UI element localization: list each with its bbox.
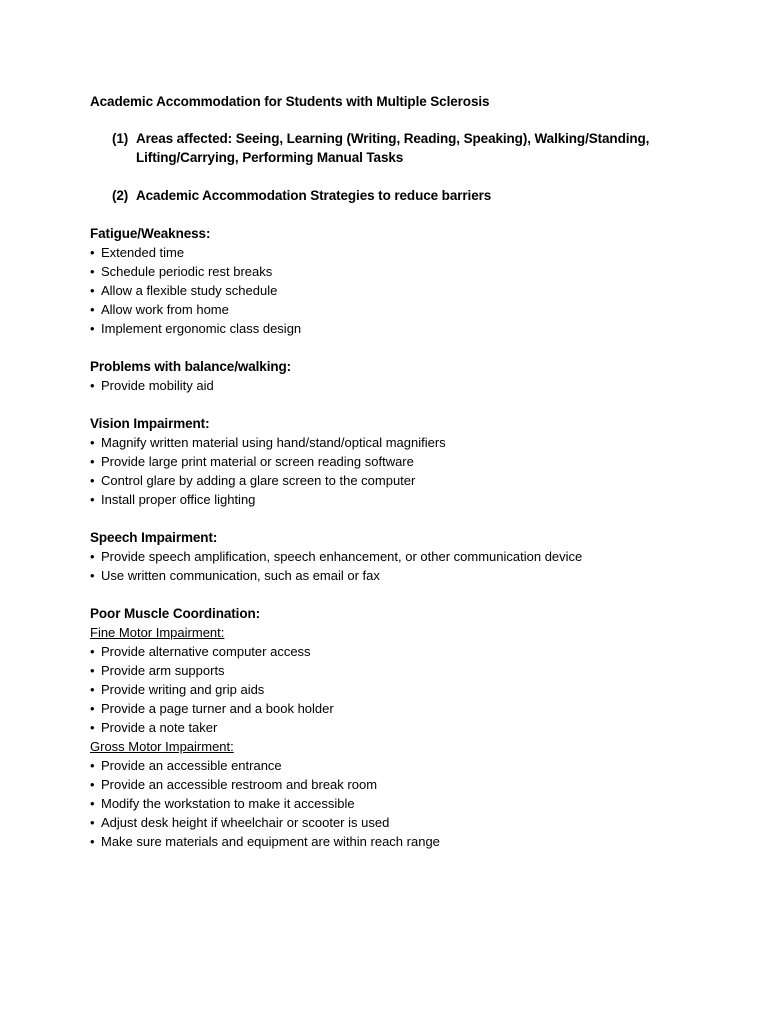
bullet-icon: • <box>90 283 95 298</box>
numbered-item <box>112 186 690 205</box>
list-item <box>90 680 690 699</box>
list-item <box>90 547 690 566</box>
section-heading: Problems with balance/walking: <box>90 359 292 374</box>
section-fatigue <box>90 224 690 338</box>
list-item <box>90 699 690 718</box>
list-item-text: Provide mobility aid <box>101 378 214 393</box>
bullet-icon: • <box>90 264 95 279</box>
numbered-list <box>90 129 690 205</box>
section-muscle <box>90 604 690 851</box>
bullet-icon: • <box>90 644 95 659</box>
list-item <box>90 300 690 319</box>
bullet-icon: • <box>90 492 95 507</box>
list-item <box>90 832 690 851</box>
list-item-text: Provide speech amplification, speech enhancement, or other communication device <box>101 549 583 564</box>
subheading-fine-motor: Fine Motor Impairment: <box>90 625 225 640</box>
bullet-icon: • <box>90 758 95 773</box>
subheading-gross-motor: Gross Motor Impairment: <box>90 739 234 754</box>
bullet-icon: • <box>90 473 95 488</box>
list-item-text: Implement ergonomic class design <box>101 321 302 336</box>
list-item-text: Magnify written material using hand/stand/optical magnifiers <box>101 435 446 450</box>
list-item-text: Provide a page turner and a book holder <box>101 701 334 716</box>
list-item <box>90 262 690 281</box>
section-heading: Vision Impairment: <box>90 416 210 431</box>
bullet-icon: • <box>90 720 95 735</box>
document-page <box>90 92 690 870</box>
list-item-text: Provide writing and grip aids <box>101 682 265 697</box>
list-item <box>90 756 690 775</box>
list-item-text: Extended time <box>101 245 185 260</box>
list-item-text: Schedule periodic rest breaks <box>101 264 273 279</box>
document-title: Academic Accommodation for Students with Multiple Sclerosis <box>90 94 490 109</box>
bullet-icon: • <box>90 834 95 849</box>
bullet-icon: • <box>90 777 95 792</box>
list-item-text: Make sure materials and equipment are within reach range <box>101 834 440 849</box>
list-item-text: Allow work from home <box>101 302 229 317</box>
bullet-list <box>90 756 690 851</box>
list-item-text: Provide an accessible entrance <box>101 758 282 773</box>
list-item <box>90 281 690 300</box>
bullet-icon: • <box>90 682 95 697</box>
item-text: Academic Accommodation Strategies to reduce barriers <box>136 188 492 203</box>
list-item <box>90 775 690 794</box>
list-item <box>90 490 690 509</box>
section-balance <box>90 357 690 395</box>
list-item <box>90 471 690 490</box>
bullet-icon: • <box>90 549 95 564</box>
list-item <box>90 642 690 661</box>
bullet-list <box>90 243 690 338</box>
bullet-icon: • <box>90 568 95 583</box>
bullet-list <box>90 376 690 395</box>
list-item <box>90 566 690 585</box>
section-vision <box>90 414 690 509</box>
item-text: Areas affected: Seeing, Learning (Writing, Reading, Speaking), Walking/Standing, Lifting/Carrying, Performing Manual Tasks <box>136 131 650 165</box>
list-item <box>90 376 690 395</box>
list-item <box>90 433 690 452</box>
list-item <box>90 794 690 813</box>
list-item <box>90 319 690 338</box>
bullet-icon: • <box>90 378 95 393</box>
list-item <box>90 661 690 680</box>
list-item <box>90 452 690 471</box>
numbered-item <box>112 129 690 167</box>
list-item-text: Modify the workstation to make it accessible <box>101 796 355 811</box>
list-item-text: Provide an accessible restroom and break room <box>101 777 378 792</box>
list-item-text: Control glare by adding a glare screen to the computer <box>101 473 416 488</box>
list-item-text: Install proper office lighting <box>101 492 256 507</box>
list-item-text: Adjust desk height if wheelchair or scooter is used <box>101 815 390 830</box>
list-item <box>90 718 690 737</box>
bullet-list <box>90 433 690 509</box>
bullet-icon: • <box>90 454 95 469</box>
list-item-text: Provide a note taker <box>101 720 218 735</box>
list-item-text: Allow a flexible study schedule <box>101 283 278 298</box>
list-item <box>90 813 690 832</box>
bullet-icon: • <box>90 815 95 830</box>
section-heading: Fatigue/Weakness: <box>90 226 211 241</box>
list-item-text: Use written communication, such as email or fax <box>101 568 380 583</box>
bullet-icon: • <box>90 796 95 811</box>
bullet-icon: • <box>90 701 95 716</box>
bullet-icon: • <box>90 245 95 260</box>
bullet-list <box>90 642 690 737</box>
item-number: (2) <box>112 188 129 203</box>
bullet-list <box>90 547 690 585</box>
bullet-icon: • <box>90 321 95 336</box>
bullet-icon: • <box>90 302 95 317</box>
list-item-text: Provide large print material or screen reading software <box>101 454 414 469</box>
section-speech <box>90 528 690 585</box>
section-heading: Poor Muscle Coordination: <box>90 606 261 621</box>
item-number: (1) <box>112 131 129 146</box>
list-item-text: Provide arm supports <box>101 663 225 678</box>
section-heading: Speech Impairment: <box>90 530 218 545</box>
list-item <box>90 243 690 262</box>
bullet-icon: • <box>90 663 95 678</box>
bullet-icon: • <box>90 435 95 450</box>
list-item-text: Provide alternative computer access <box>101 644 311 659</box>
